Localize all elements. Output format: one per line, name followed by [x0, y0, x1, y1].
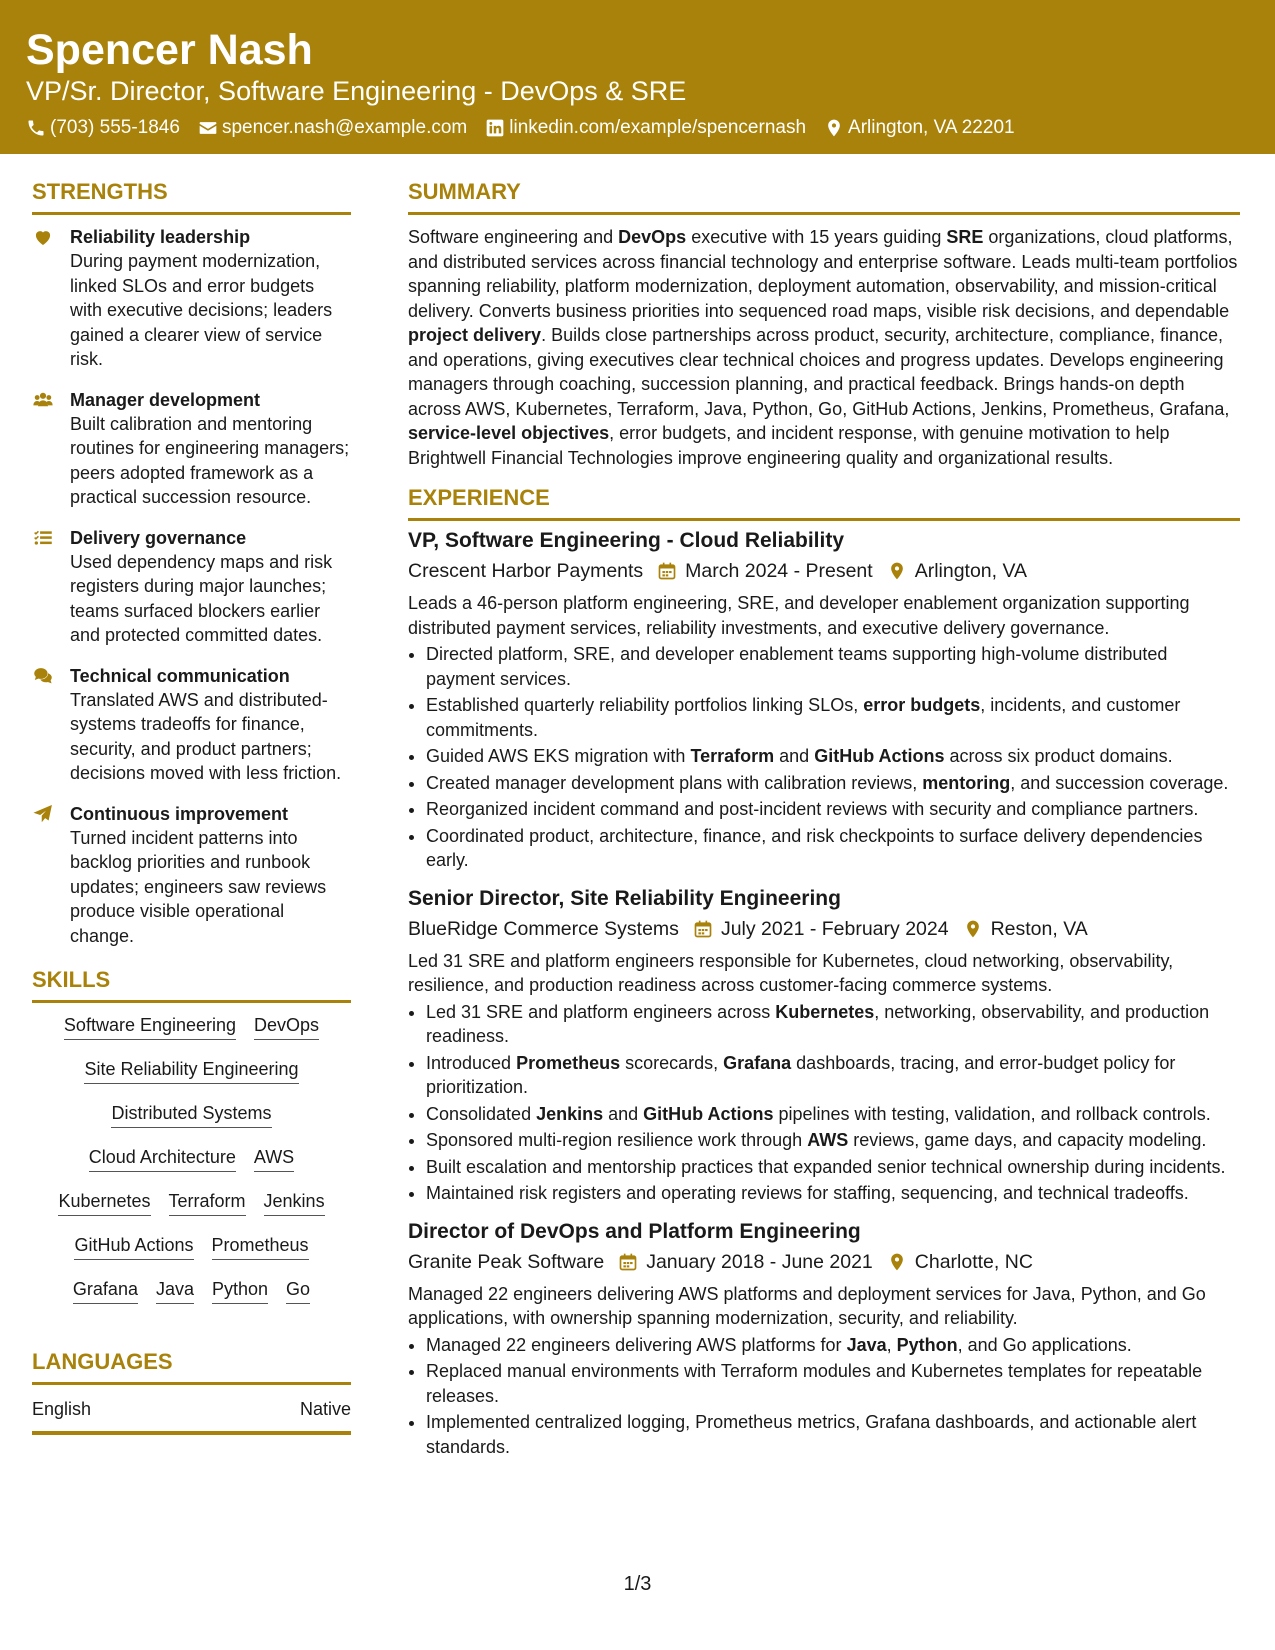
strength-description: Turned incident patterns into backlog priorities and runbook updates; engineers saw reviews produce visible operational change.: [70, 827, 327, 946]
job-bullet: [426, 1051, 1240, 1100]
job-description: Leads a 46-person platform engineering, SRE, and developer enablement organization supporting distributed payment services, reliability investments, and executive delivery governance.: [408, 593, 1190, 638]
envelope-icon: [198, 118, 218, 138]
comments-icon: [32, 664, 56, 786]
text-run: Coordinated product, architecture, finance, and risk checkpoints to surface delivery dependencies early.: [426, 825, 1203, 870]
job-company: Crescent Harbor Payments: [408, 560, 644, 582]
heart-icon: [32, 225, 56, 372]
skill-tag: Software Engineering: [64, 1013, 236, 1040]
language-level: Native: [299, 1399, 351, 1419]
strength-item: [32, 225, 351, 372]
skill-tag: Python: [212, 1277, 268, 1304]
text-run: , and Go applications.: [957, 1334, 1132, 1355]
skill-row: [32, 1233, 351, 1260]
keyword: Jenkins: [536, 1103, 604, 1124]
keyword: Prometheus: [516, 1052, 621, 1073]
keyword: Terraform: [690, 746, 775, 766]
right-column: [408, 178, 1240, 1471]
strength-description: Translated AWS and distributed-systems tradeoffs for finance, security, and product partners; decisions moved with less friction.: [70, 689, 342, 783]
job-bullet: [426, 797, 1240, 822]
language-name: English: [32, 1399, 92, 1419]
page-number: 1/3: [623, 1573, 652, 1595]
keyword: Grafana: [723, 1052, 792, 1073]
text-run: dashboards, tracing, and error-budget policy for prioritization.: [426, 1052, 1176, 1097]
strength-description: Used dependency maps and risk registers during major launches; teams surfaced blockers earlier and protected committed dates.: [70, 551, 333, 645]
skill-row: [32, 1013, 351, 1040]
keyword: Kubernetes: [775, 1001, 875, 1022]
strength-title: Continuous improvement: [70, 803, 289, 824]
experience-list: [408, 527, 1240, 1459]
contact-bar: [26, 116, 1015, 140]
job-location-text: Arlington, VA: [914, 560, 1028, 582]
keyword: AWS: [807, 1130, 849, 1150]
linkedin-text: linkedin.com/example/spencernash: [509, 117, 807, 138]
job-role: Senior Director, Site Reliability Engineering: [408, 886, 841, 910]
keyword: error budgets: [863, 695, 981, 715]
languages-list: [32, 1389, 351, 1435]
language-row: [32, 1389, 351, 1435]
text-run: Software engineering and: [408, 227, 619, 247]
left-column: [32, 178, 351, 1435]
text-run: Consolidated: [426, 1103, 537, 1124]
job-bullet: [426, 824, 1240, 873]
skill-tag: DevOps: [254, 1013, 319, 1040]
contact-email[interactable]: [198, 116, 467, 140]
resume-header: [0, 0, 1275, 154]
job-bullet: [426, 1410, 1240, 1459]
candidate-name: Spencer Nash: [26, 26, 313, 74]
strength-title: Manager development: [70, 389, 261, 410]
job-bullets: [408, 1000, 1240, 1206]
text-run: , incidents, and customer commitments.: [426, 695, 1181, 740]
job-bullet: [426, 1333, 1240, 1358]
keyword: Java: [846, 1334, 887, 1355]
job-entry: [408, 885, 1240, 1206]
job-dates: [693, 915, 949, 943]
strength-item: [32, 526, 351, 648]
job-company: Granite Peak Software: [408, 1250, 605, 1273]
phone-icon: [26, 118, 46, 138]
skill-tag: Terraform: [169, 1189, 246, 1216]
skills-list: [32, 1013, 351, 1304]
summary-heading: SUMMARY: [408, 178, 1240, 215]
job-bullets: [408, 642, 1240, 873]
job-bullet: [426, 744, 1240, 769]
text-run: scorecards,: [620, 1052, 724, 1073]
strength-title: Delivery governance: [70, 527, 247, 548]
text-run: Established quarterly reliability portfolios linking SLOs,: [426, 695, 864, 715]
job-dates: [657, 557, 873, 585]
job-meta: [408, 557, 1240, 585]
job-bullet: [426, 771, 1240, 796]
phone-text: (703) 555-1846: [50, 117, 180, 138]
text-run: , and succession coverage.: [1010, 772, 1229, 793]
strengths-list: [32, 225, 351, 948]
skills-heading: SKILLS: [32, 966, 351, 1003]
skill-row: [32, 1101, 351, 1128]
text-run: and: [774, 746, 815, 766]
email-text: spencer.nash@example.com: [221, 117, 468, 138]
job-role: VP, Software Engineering - Cloud Reliability: [408, 529, 845, 552]
text-run: Guided AWS EKS migration with: [426, 746, 691, 766]
linkedin-icon: [485, 118, 505, 138]
skill-row: [32, 1189, 351, 1216]
job-bullet: [426, 1000, 1240, 1049]
job-bullet: [426, 693, 1240, 742]
keyword: DevOps: [618, 227, 687, 247]
strength-item: [32, 388, 351, 510]
text-run: pipelines with testing, validation, and rollback controls.: [773, 1103, 1211, 1124]
text-run: ,: [886, 1334, 897, 1355]
keyword: SRE: [946, 227, 984, 247]
skill-tag: GitHub Actions: [74, 1233, 193, 1260]
text-run: Directed platform, SRE, and developer enablement teams supporting high-volume distributed payment services.: [426, 644, 1168, 689]
map-pin-icon: [963, 919, 983, 939]
skill-tag: Grafana: [73, 1277, 138, 1304]
keyword: mentoring: [922, 772, 1011, 793]
job-location-text: Reston, VA: [990, 917, 1088, 940]
text-run: Maintained risk registers and operating reviews for staffing, sequencing, and technical tradeoffs.: [426, 1183, 1189, 1203]
text-run: and: [603, 1103, 644, 1124]
strength-item: [32, 802, 351, 949]
contact-location: [824, 116, 1015, 140]
strength-item: [32, 664, 351, 786]
job-description: Managed 22 engineers delivering AWS platforms and deployment services for Java, Python, and Go applications, with ownership spanning modernization, security, and reliability.: [408, 1283, 1206, 1328]
map-pin-icon: [887, 561, 907, 581]
map-pin-icon: [824, 118, 844, 138]
job-location: [963, 915, 1088, 943]
skill-tag: Go: [286, 1277, 310, 1304]
text-run: across six product domains.: [944, 746, 1173, 766]
candidate-title: VP/Sr. Director, Software Engineering - DevOps & SRE: [26, 76, 687, 106]
calendar-icon: [693, 919, 713, 939]
text-run: Led 31 SRE and platform engineers across: [426, 1001, 776, 1022]
strength-description: During payment modernization, linked SLOs and error budgets with executive decisions; leaders gained a clearer view of service risk.: [70, 251, 333, 369]
skill-tag: Cloud Architecture: [89, 1145, 236, 1172]
experience-heading: EXPERIENCE: [408, 484, 1240, 521]
text-run: Replaced manual environments with Terraform modules and Kubernetes templates for repeatable releases.: [426, 1361, 1203, 1406]
job-role: Director of DevOps and Platform Engineering: [408, 1219, 861, 1243]
job-bullet: [426, 1155, 1240, 1180]
job-bullet: [426, 1128, 1240, 1153]
users-icon: [32, 388, 56, 510]
languages-heading: LANGUAGES: [32, 1348, 351, 1385]
job-location: [887, 557, 1027, 585]
job-bullet: [426, 1102, 1240, 1127]
text-run: . Builds close partnerships across product, security, architecture, compliance, finance, and operations, giving executives clear technical choices and progress updates. Develops engineering managers through coaching, succession planning, and practical feedback. Brings hands-on depth across AWS, Kubernetes, Terraform, Java, Python, Go, GitHub Actions, Jenkins, Prometheus, Grafana,: [408, 325, 1230, 419]
skill-tag: Java: [156, 1277, 194, 1304]
job-bullet: [426, 1181, 1240, 1206]
text-run: Built escalation and mentorship practices that expanded senior technical ownership during incidents.: [426, 1156, 1226, 1177]
text-run: , networking, observability, and production readiness.: [426, 1001, 1210, 1046]
skill-tag: Jenkins: [264, 1189, 325, 1216]
text-run: executive with 15 years guiding: [686, 227, 947, 247]
skill-tag: Distributed Systems: [111, 1101, 271, 1128]
text-run: Managed 22 engineers delivering AWS platforms for: [426, 1334, 847, 1355]
keyword: project delivery: [408, 325, 542, 345]
keyword: Python: [896, 1334, 958, 1355]
skill-row: [32, 1145, 351, 1172]
location-text: Arlington, VA 22201: [848, 117, 1015, 138]
paper-plane-icon: [32, 802, 56, 949]
job-dates-text: July 2021 - February 2024: [720, 917, 949, 940]
text-run: Sponsored multi-region resilience work through: [426, 1130, 808, 1150]
text-run: Created manager development plans with calibration reviews,: [426, 772, 923, 793]
contact-phone[interactable]: [26, 116, 180, 140]
skill-row: [32, 1057, 351, 1084]
job-description: Led 31 SRE and platform engineers responsible for Kubernetes, cloud networking, observability, resilience, and production readiness across customer-facing commerce systems.: [408, 950, 1174, 995]
text-run: Reorganized incident command and post-incident reviews with security and compliance partners.: [426, 799, 1199, 819]
text-run: reviews, game days, and capacity modeling.: [848, 1130, 1207, 1150]
contact-linkedin[interactable]: [485, 116, 806, 140]
job-dates: [618, 1248, 873, 1276]
job-meta: [408, 915, 1240, 943]
text-run: Implemented centralized logging, Prometheus metrics, Grafana dashboards, and actionable alert standards.: [426, 1412, 1197, 1457]
strengths-heading: STRENGTHS: [32, 178, 351, 215]
job-bullets: [408, 1333, 1240, 1460]
map-pin-icon: [887, 1252, 907, 1272]
calendar-icon: [657, 561, 677, 581]
strength-description: Built calibration and mentoring routines for engineering managers; peers adopted framework as a practical succession resource.: [70, 413, 350, 507]
strength-title: Reliability leadership: [70, 227, 251, 247]
text-run: organizations, cloud platforms, and distributed services across financial technology and enterprise software. Leads multi-team portfolios spanning reliability, platform modernization, deployment automation, observability, and mission-critical delivery. Converts business priorities into sequenced road maps, visible risk decisions, and dependable: [408, 227, 1238, 321]
skill-tag: Kubernetes: [58, 1189, 150, 1216]
keyword: service-level objectives: [408, 423, 610, 443]
job-bullet: [426, 642, 1240, 691]
summary-text: [408, 225, 1240, 470]
checklist-icon: [32, 526, 56, 648]
job-dates-text: March 2024 - Present: [685, 560, 873, 582]
skill-row: [32, 1277, 351, 1304]
job-location: [887, 1248, 1033, 1276]
job-entry: [408, 1218, 1240, 1460]
calendar-icon: [618, 1252, 638, 1272]
job-location-text: Charlotte, NC: [914, 1250, 1033, 1273]
job-bullet: [426, 1359, 1240, 1408]
skill-tag: AWS: [254, 1145, 294, 1172]
strength-title: Technical communication: [70, 665, 290, 686]
keyword: GitHub Actions: [814, 746, 945, 766]
keyword: GitHub Actions: [643, 1103, 774, 1124]
job-dates-text: January 2018 - June 2021: [646, 1250, 873, 1273]
skill-tag: Site Reliability Engineering: [84, 1057, 298, 1084]
text-run: Introduced: [426, 1052, 517, 1073]
text-run: , error budgets, and incident response, with genuine motivation to help Brightwell Financial Technologies improve engineering quality and organizational results.: [408, 423, 1170, 468]
job-company: BlueRidge Commerce Systems: [408, 917, 679, 940]
job-entry: [408, 527, 1240, 873]
job-meta: [408, 1248, 1240, 1276]
skill-tag: Prometheus: [212, 1233, 309, 1260]
